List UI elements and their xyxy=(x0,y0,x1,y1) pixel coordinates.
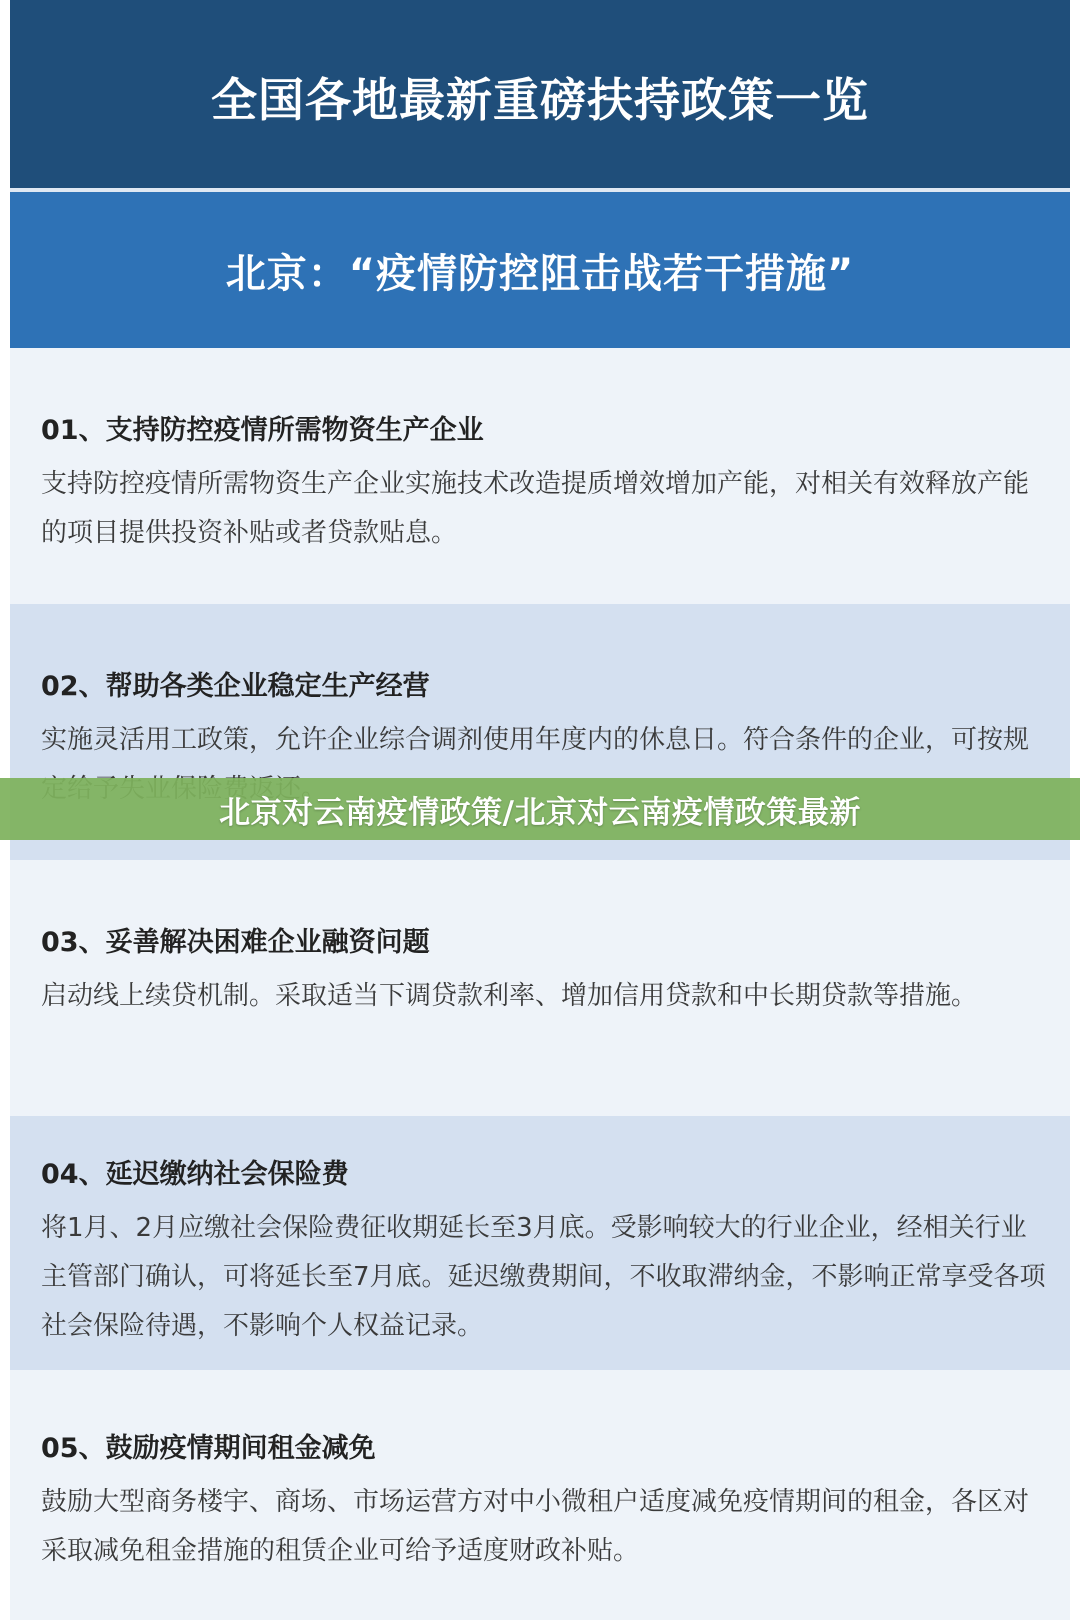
section-body: 支持防控疫情所需物资生产企业实施技术改造提质增效增加产能，对相关有效释放产能的项目提供投资补贴或者贷款贴息。 xyxy=(41,469,1030,548)
policy-section-04 xyxy=(10,1116,1070,1370)
subtitle: 北京：“疫情防控阻击战若干措施” xyxy=(225,250,855,297)
overlay-title-banner xyxy=(0,778,1080,840)
section-title: 02、帮助各类企业稳定生产经营 xyxy=(41,671,430,702)
section-body: 实施灵活用工政策，允许企业综合调剂使用年度内的休息日。符合条件的企业，可按规 xyxy=(41,725,1030,755)
section-title: 01、支持防控疫情所需物资生产企业 xyxy=(41,415,484,446)
overlay-title: 北京对云南疫情政策/北京对云南疫情政策最新 xyxy=(219,794,861,831)
policy-section-05 xyxy=(10,1370,1070,1620)
section-body: 鼓励大型商务楼宇、商场、市场运营方对中小微租户适度减免疫情期间的租金，各区对采取减免租金措施的租赁企业可给予适度财政补贴。 xyxy=(41,1487,1030,1566)
section-title: 05、鼓励疫情期间租金减免 xyxy=(41,1433,376,1464)
main-title-bar xyxy=(10,0,1070,188)
subtitle-bar xyxy=(10,192,1070,348)
main-title: 全国各地最新重磅扶持政策一览 xyxy=(211,73,869,127)
policy-section-03 xyxy=(10,860,1070,1116)
section-title: 04、延迟缴纳社会保险费 xyxy=(41,1159,349,1190)
section-title: 03、妥善解决困难企业融资问题 xyxy=(41,927,430,958)
section-body: 将1月、2月应缴社会保险费征收期延长至3月底。受影响较大的行业企业，经相关行业主管部门确认，可将延长至7月底。延迟缴费期间，不收取滞纳金，不影响正常享受各项社会保险待遇，不影响个人权益记录。 xyxy=(41,1213,1046,1341)
section-body: 启动线上续贷机制。采取适当下调贷款利率、增加信用贷款和中长期贷款等措施。 xyxy=(41,981,978,1011)
policy-section-01 xyxy=(10,348,1070,604)
